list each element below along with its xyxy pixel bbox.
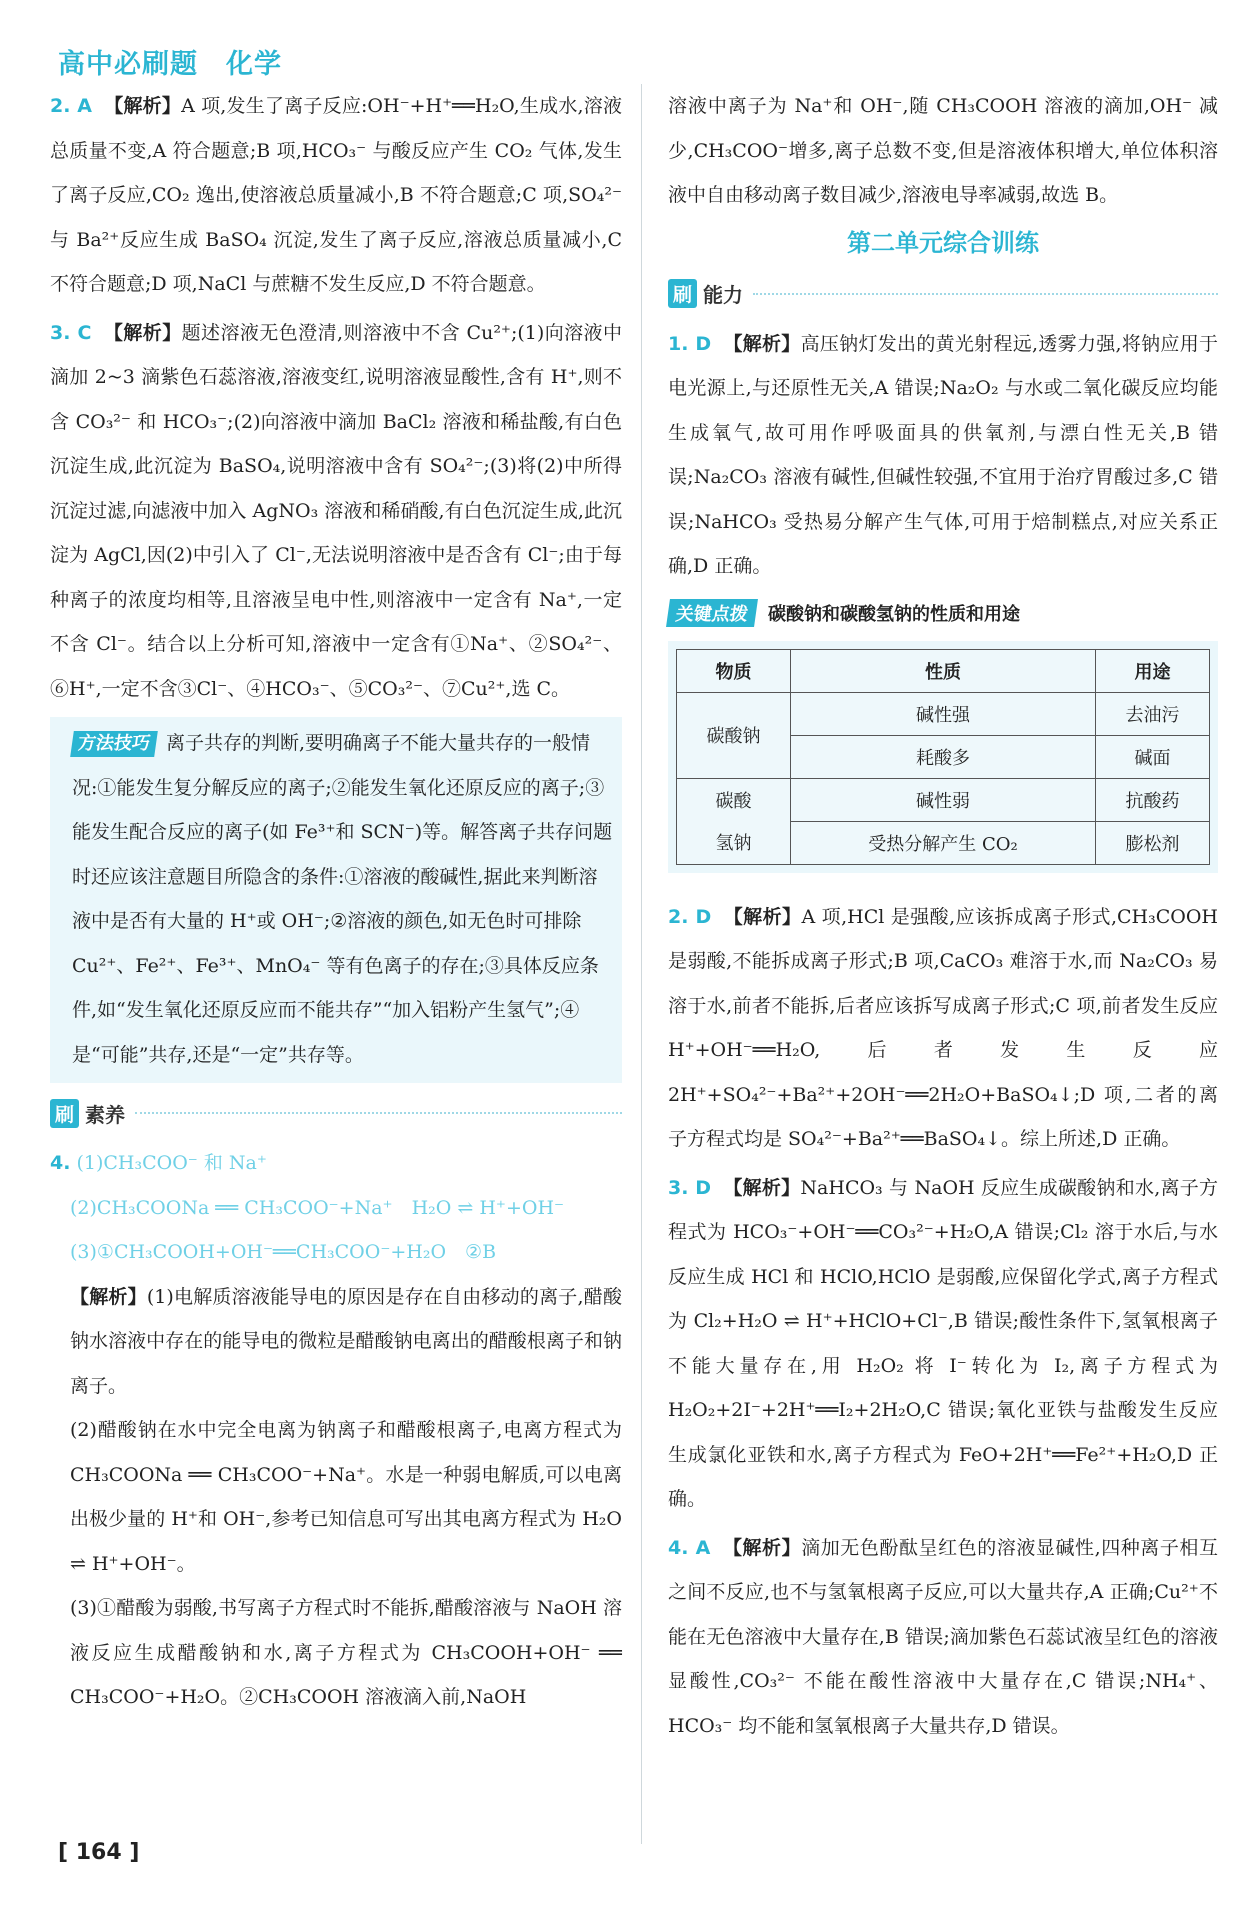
analysis-tag: 【解析】 [723, 905, 802, 928]
method-tip-label: 方法技巧 [70, 731, 158, 757]
table-row [677, 778, 1210, 821]
answer-text: A 项,发生了离子反应:OH⁻+H⁺══H₂O,生成水,溶液总质量不变,A 符合题意;B 项,HCO₃⁻ 与酸反应产生 CO₂ 气体,发生了离子反应,CO₂ 逸出,使溶液总质量减小,B 不符合题意;C 项,SO₄²⁻ 与 Ba²⁺反应生成 BaSO₄ 沉淀,发生了离子反应,溶液总质量减小,C 不符合题意;D 项,NaCl 与蔗糖不发生反应,D 不符合题意。 [50, 95, 622, 295]
section-title: 素养 [85, 1102, 126, 1127]
answer-item-2-right [668, 895, 1218, 1162]
column-divider [641, 84, 642, 1844]
answer-text: 滴加无色酚酞呈红色的溶液显碱性,四种离子相互之间不反应,也不与氢氧根离子反应,可以大量共存,A 正确;Cu²⁺不能在无色溶液中大量存在,B 错误;滴加紫色石蕊试液呈红色的溶液显酸性,CO₃²⁻ 不能在酸性溶液中大量存在,C 错误;NH₄⁺、HCO₃⁻ 均不能和氢氧根离子大量共存,D 错误。 [668, 1536, 1218, 1737]
left-column [50, 84, 622, 1720]
book-title: 高中必刷题 [58, 49, 198, 80]
key-point-title: 碳酸钠和碳酸氢钠的性质和用途 [768, 603, 1020, 625]
answer-4-analysis-3: (3)①醋酸为弱酸,书写离子方程式时不能拆,醋酸溶液与 NaOH 溶液反应生成醋酸钠和水,离子方程式为 CH₃COOH+OH⁻ ══ CH₃COO⁻+H₂O。②CH₃COOH 溶液滴入前,NaOH [70, 1597, 622, 1708]
answer-4-part-3: (3)①CH₃COOH+OH⁻══CH₃COO⁻+H₂O ②B [70, 1241, 497, 1263]
table-cell: 受热分解产生 CO₂ [791, 821, 1096, 864]
answer-number: 4. [50, 1152, 71, 1174]
method-tip-text: 离子共存的判断,要明确离子不能大量共存的一般情况:①能发生复分解反应的离子;②能发生氧化还原反应的离子;③能发生配合反应的离子(如 Fe³⁺和 SCN⁻)等。解答离子共存问题时还应该注意题目所隐含的条件:①溶液的酸碱性,据此来判断溶液中是否有大量的 H⁺或 OH⁻;②溶液的颜色,如无色时可排除 Cu²⁺、Fe²⁺、Fe³⁺、MnO₄⁻ 等有色离子的存在;③具体反应条件,如“发生氧化还原反应而不能共存”“加入铝粉产生氢气”;④是“可能”共存,还是“一定”共存等。 [72, 732, 613, 1066]
answer-4-line-1 [50, 1141, 622, 1186]
table-cell: 去油污 [1095, 692, 1209, 735]
subject-title: 化学 [226, 49, 282, 80]
answer-4-line-3 [50, 1230, 622, 1275]
key-point-header [668, 599, 1218, 627]
table-cell-substance: 碳酸钠 [677, 692, 791, 778]
answer-item-4 [50, 1141, 622, 1720]
answer-4-part-1: (1)CH₃COO⁻ 和 Na⁺ [76, 1152, 267, 1174]
table-row [677, 692, 1210, 735]
section-dotted-line [753, 293, 1218, 295]
key-point-label: 关键点拨 [666, 599, 758, 627]
section-nengli-header [668, 274, 1218, 314]
table-header: 用途 [1095, 649, 1209, 692]
answer-number: 3. C [50, 321, 92, 344]
table-cell: 抗酸药 [1095, 778, 1209, 821]
answer-4-analysis-2: (2)醋酸钠在水中完全电离为钠离子和醋酸根离子,电离方程式为 CH₃COONa ══ CH₃COO⁻+Na⁺。水是一种弱电解质,可以电离出极少量的 H⁺和 OH⁻,参考已知信息可写出其电离方程式为 H₂O ⇌ H⁺+OH⁻。 [70, 1419, 622, 1575]
analysis-tag: 【解析】 [722, 1536, 802, 1559]
answer-item-3-right [668, 1166, 1218, 1522]
analysis-tag: 【解析】 [723, 332, 801, 355]
answer-item-4-right [668, 1526, 1218, 1749]
table-cell: 碱性强 [791, 692, 1096, 735]
table-header: 性质 [791, 649, 1096, 692]
page-header [58, 42, 310, 81]
answer-item-3 [50, 311, 622, 712]
answer-4-line-2 [50, 1186, 622, 1231]
answer-number: 2. A [50, 95, 92, 117]
section-title: 能力 [703, 283, 744, 307]
answer-4-analysis-1 [50, 1275, 622, 1409]
section-badge: 刷 [50, 1099, 79, 1128]
answer-number: 2. D [668, 905, 712, 928]
unit-title: 第二单元综合训练 [847, 228, 1039, 257]
table-cell: 耗酸多 [791, 735, 1096, 778]
answer-text: A 项,HCl 是强酸,应该拆成离子形式,CH₃COOH 是弱酸,不能拆成离子形式;B 项,CaCO₃ 难溶于水,而 Na₂CO₃ 易溶于水,前者不能拆,后者应该拆写成离子形式;C 项,前者发生反应 H⁺+OH⁻══H₂O,后者发生反应 2H⁺+SO₄²⁻+Ba²⁺+2OH⁻══2H₂O+BaSO₄↓;D 项,二者的离子方程式均是 SO₄²⁻+Ba²⁺══BaSO₄↓。综上所述,D 正确。 [668, 905, 1218, 1150]
section-dotted-line [135, 1112, 622, 1114]
answer-text: 题述溶液无色澄清,则溶液中不含 Cu²⁺;(1)向溶液中滴加 2~3 滴紫色石蕊溶液,溶液变红,说明溶液显酸性,含有 H⁺,则不含 CO₃²⁻ 和 HCO₃⁻;(2)向溶液中滴加 BaCl₂ 溶液和稀盐酸,有白色沉淀生成,此沉淀为 BaSO₄,说明溶液中含有 SO₄²⁻;(3)将(2)中所得沉淀过滤,向滤液中加入 AgNO₃ 溶液和稀硝酸,有白色沉淀生成,此沉淀为 AgCl,因(2)中引入了 Cl⁻,无法说明溶液中是否含有 Cl⁻;由于每种离子的浓度均相等,且溶液呈电中性,则溶液中一定含有 Na⁺,一定不含 Cl⁻。结合以上分析可知,溶液中一定含有①Na⁺、②SO₄²⁻、⑥H⁺,一定不含③Cl⁻、④HCO₃⁻、⑤CO₃²⁻、⑦Cu²⁺,选 C。 [50, 321, 622, 700]
method-tip-box [50, 717, 622, 1083]
table-header-row [677, 649, 1210, 692]
table-header: 物质 [677, 649, 791, 692]
answer-item-2 [50, 84, 622, 307]
table-cell-substance-top: 碳酸 [677, 778, 791, 821]
section-badge: 刷 [668, 279, 697, 308]
analysis-tag: 【解析】 [70, 1285, 147, 1308]
analysis-tag: 【解析】 [723, 1176, 801, 1199]
table-cell: 碱面 [1095, 735, 1209, 778]
page-number: [ 164 ] [58, 1840, 140, 1865]
answer-text: 高压钠灯发出的黄光射程远,透雾力强,将钠应用于电光源上,与还原性无关,A 错误;Na₂O₂ 与水或二氧化碳反应均能生成氧气,故可用作呼吸面具的供氧剂,与漂白性无关,B 错误;Na₂CO₃ 溶液有碱性,但碱性较强,不宜用于治疗胃酸过多,C 错误;NaHCO₃ 受热易分解产生气体,可用于焙制糕点,对应关系正确,D 正确。 [668, 332, 1218, 577]
analysis-p1: (1)电解质溶液能导电的原因是存在自由移动的离子,醋酸钠水溶液中存在的能导电的微粒是醋酸钠电离出的醋酸根离子和钠离子。 [70, 1285, 622, 1397]
answer-number: 1. D [668, 332, 712, 355]
property-table [676, 649, 1210, 865]
table-wrapper [668, 641, 1218, 873]
answer-4-part-2: (2)CH₃COONa ══ CH₃COO⁻+Na⁺ H₂O ⇌ H⁺+OH⁻ [70, 1196, 565, 1219]
table-cell: 膨松剂 [1095, 821, 1209, 864]
answer-number: 4. A [668, 1536, 711, 1559]
answer-item-1 [668, 322, 1218, 589]
section-suyang-header [50, 1093, 622, 1133]
analysis-tag: 【解析】 [103, 321, 182, 344]
page-number-value: 164 [75, 1840, 122, 1865]
answer-number: 3. D [668, 1176, 712, 1199]
table-row [677, 821, 1210, 864]
table-cell-substance-bottom: 氢钠 [677, 821, 791, 864]
right-column [668, 84, 1218, 1752]
continued-text: 溶液中离子为 Na⁺和 OH⁻,随 CH₃COOH 溶液的滴加,OH⁻ 减少,CH₃COO⁻增多,离子总数不变,但是溶液体积增大,单位体积溶液中自由移动离子数目减少,溶液电导率减弱,故选 B。 [668, 95, 1218, 206]
answer-text: NaHCO₃ 与 NaOH 反应生成碳酸钠和水,离子方程式为 HCO₃⁻+OH⁻══CO₃²⁻+H₂O,A 错误;Cl₂ 溶于水后,与水反应生成 HCl 和 HClO,HClO 是弱酸,应保留化学式,离子方程式为 Cl₂+H₂O ⇌ H⁺+HClO+Cl⁻,B 错误;酸性条件下,氢氧根离子不能大量存在,用 H₂O₂ 将 I⁻转化为 I₂,离子方程式为 H₂O₂+2I⁻+2H⁺══I₂+2H₂O,C 错误;氧化亚铁与盐酸发生反应生成氯化亚铁和水,离子方程式为 FeO+2H⁺══Fe²⁺+H₂O,D 正确。 [668, 1176, 1219, 1510]
table-cell: 碱性弱 [791, 778, 1096, 821]
analysis-tag: 【解析】 [104, 95, 182, 117]
